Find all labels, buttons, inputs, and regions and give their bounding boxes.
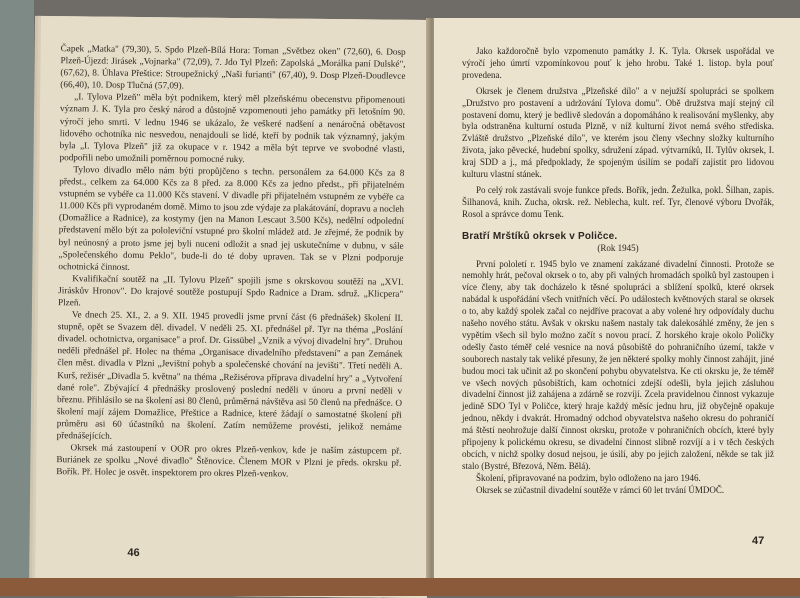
right-paragraph: První pololetí r. 1945 bylo ve znamení zakázané divadelní činnosti. Protože se nemohly hrát, pečoval okrsek o to, aby při valných hromadách spolků byl zastoupen i více členy, aby tak docházelo k těsné spolupráci a sblížení spolků, které okrsek nabádal k uspořádání všech vnitřních věcí. Po událostech květnových staral se okrsek o to, aby každý spolek začal co nejdříve pracovat a aby volené hry odpovídaly duchu našeho nového státu. Avšak v okrsku našem nastaly tak dalekosáhlé změny, že jen s vypětím všech sil bylo možno začít s novou prací. Z horského kraje okolo Poličky odešly často téměř celé vesnice na nová působiště do pohraničního území, takže v souborech nastaly tak veliké přesuny, že jen některé spolky mohly činnost zahájit, jiné budou moci tak učinit až po skončení pohybu obyvatelstva. Ke cti okrsku je, že téměř ve všech nových působištích, kam ochotníci zdejší odešli, byla jejich zásluhou divadelní činnost již zahájena a zdárně se rozvíjí. Zcela pravidelnou činnost vykazuje jedině SDO Tyl v Poličce, který hraje každý měsíc jednu hru, již obyčejně opakuje jednou, někdy i dvakrát. Hromadný odchod obyvatelstva našeho okresu do pohraničí má štěstí neohrožuje další činnost okrsku, protože v pohraničních obcích, které byly připojeny k polickému okresu, se divadelní činnost slibně rozvíjí a i v těch českých obcích, v nichž spolky dosud nejsou, je úsilí, aby po jejich založení, někde se tak již stalo (Bystré, Březová, Něm. Bělá).	[462, 258, 774, 471]
left-paragraph: Kvalifikační soutěž na „II. Tylovu Plzeň" spojili jsme s okrskovou soutěží na „XVI. Jiráskův Hronov". Do krajové soutěže postupují Spdo Radnice a Dram. sdruž. „Klicpera" Plzeň.	[57, 273, 404, 308]
right-page-text	[462, 46, 774, 497]
left-paragraph: Čapek „Matka" (79,30), 5. Spdo Plzeň-Bílá Hora: Toman „Světbez oken" (72,60), 6. Dosp Plzeň-Újezd: Jirásek „Vojnarka" (72,09), 7. Jdo Tyl Plzeň: Zapolská „Morálka paní Dulské", (67,62), 8. Úhlava Přeštice: Stroupežnický „Naši furianti" (67,40), 9. Dosp Plzeň-Doudlevce (66,40), 10. Dosp Tlučná (57,09).	[60, 43, 406, 91]
right-paragraph: Po celý rok zastávali svoje funkce předs. Bořík, jedn. Žežulka, pokl. Šilhan, zapis. Šilhanová, knih. Zucha, okrsk. rež. Neblecha, kult. ref. Tyr, členové výboru Dvořák, Rosol a správce domu Tenk.	[462, 184, 774, 219]
left-paragraph: Tylovo divadlo mělo nám býti propůjčeno s techn. personálem za 64.000 Kčs za 8 předst., celkem za 64.000 Kčs za 8 před. za 8.000 Kčs za jedno předst., při přijatelném vstupném se vybéře ca 11.000 Kčs stavení. V divadle při přijatelném vstupném ze vybéře ca 11.000 Kčs při vyprodaném domě. Mimo to jsou zde výdaje za plakátování, dopravu a nocleh (Domažlice a Radnice), za kostymy (jen na Manon Lescaut 3.500 Kčs), nedělní odpolední představení mělo být za pololeviční vstupné pro školní mládež atd. Je zřejmé, že podnik by byl neúnosný a proto jsme jej byli nuceni odložit a snad jej uskutečníme v dubnu, v sále „Společenského domu Peklo", bude-li do té doby upraven. Tak se v Plzni podporuje ochotnická činnost.	[58, 164, 405, 272]
left-page-number: 46	[127, 546, 140, 560]
section-subheading: (Rok 1945)	[597, 242, 639, 253]
right-paragraph: Školení, připravované na podzim, bylo odloženo na jaro 1946.	[476, 472, 701, 483]
left-page	[35, 16, 433, 598]
section-heading: Bratří Mrštíků okrsek v Poličce.	[462, 230, 618, 242]
left-paragraph: „I. Tylova Plzeň" měla být podnikem, který měl plzeňskému obecenstvu připomenouti význam J. K. Tyla pro český národ a důstojně vzpomenouti jeho památky při letošním 90. výročí jeho smrti. V lednu 1946 se ukázalo, že veškeré nadšení a nenáročná obětavost lidového ochotníka nic nesvedou, nenajdouli se lidé, kteří by podnik tak významný, jakým byla „I. Tylova Plzeň" již za okupace v r. 1942 a měla být teprve ve svobodné vlasti, podpořili nebo umožnili poměrnou pomocné ruky.	[59, 91, 406, 164]
left-paragraph: Okrsek má zastoupení v OOR pro okres Plzeň-venkov, kde je naším zástupcem př. Buriánek ze spolku „Nové divadlo" Štěnovice. Členem MOR v Plzni je předs. okrsku př. Bořík. Př. Holec je osvět. inspektorem pro okres Plzeň-venkov.	[56, 442, 402, 479]
right-paragraph: Okrsek je členem družstva „Plzeňské dílo" a v nejužší spolupráci se spolkem „Družstvo pro postavení a udržování Tylova domu". Obě družstva mají stejný cíl postavení domu, který je bedlivě sledován a dopomáháno k realisování myšlenky, aby byla odstraněna kulturní ostuda Plzně, v níž kulturní život nemá svého střediska. Zvláště družstvo „Plzeňské dílo", ve kterém jsou členy všechny složky kulturního života, jako pěvecké, hudební spolky, sdružení západ. výtvarníků, II. Tylův okrsek, I. kraj SDD a j., má předpoklady, že spojeným úsilím se podaří zajistit pro lidovou kulturu vlastní stánek.	[462, 85, 774, 180]
right-paragraph: Jako každoročně bylo vzpomenuto památky J. K. Tyla. Okrsek uspořádal ve výročí jeho úmrtí vzpomínkovou pouť k jeho hrobu. Také 1. listop. byla pouť provedena.	[462, 46, 774, 80]
background-cloth	[0, 0, 34, 596]
table-surface	[0, 578, 800, 596]
right-paragraph: Okrsek se zúčastnil divadelní soutěže v rámci 60 let trvání ÚMDOČ.	[476, 484, 725, 495]
left-page-text	[56, 42, 406, 481]
left-paragraph: Ve dnech 25. XI., 2. a 9. XII. 1945 provedli jsme první část (6 přednášek) školení II. stupně, opět se Svazem děl. divadel. V neděli 25. XI. přednášel př. Tyr na théma „Poslání divadel. ochotnictva, organisace" a prof. Dr. Gissübel „Vznik a vývoj divadelní hry". Druhou neděli přednášel př. Holec na théma „Organisace divadelního představení" a pan Zemánek člen měst. divadla v Plzni „Jevištní pohyb a společenské chování na jevišti". Třetí neděli A. Kurš, režisér „Divadla 5. května" na théma „Režisérova příprava divadelní hry" a „Vytvoření dané role". Zbývající 4 přednášky proslovený poslední neděli v únoru a první neděli v březnu. Přihlásilo se na školení asi 80 členů, průměrná návštěva asi 50 členů na přednášce. O školení mají zájem Domažlice, Přeštice a Radnice, které žádají o samostatné školení při průměru asi 60 účastníků na školení. Zatím nemůžeme provésti, jelikož nemáme přednášejících.	[56, 309, 403, 441]
right-page	[434, 18, 800, 596]
open-book-spread	[30, 18, 800, 596]
right-page-number: 47	[752, 535, 765, 547]
